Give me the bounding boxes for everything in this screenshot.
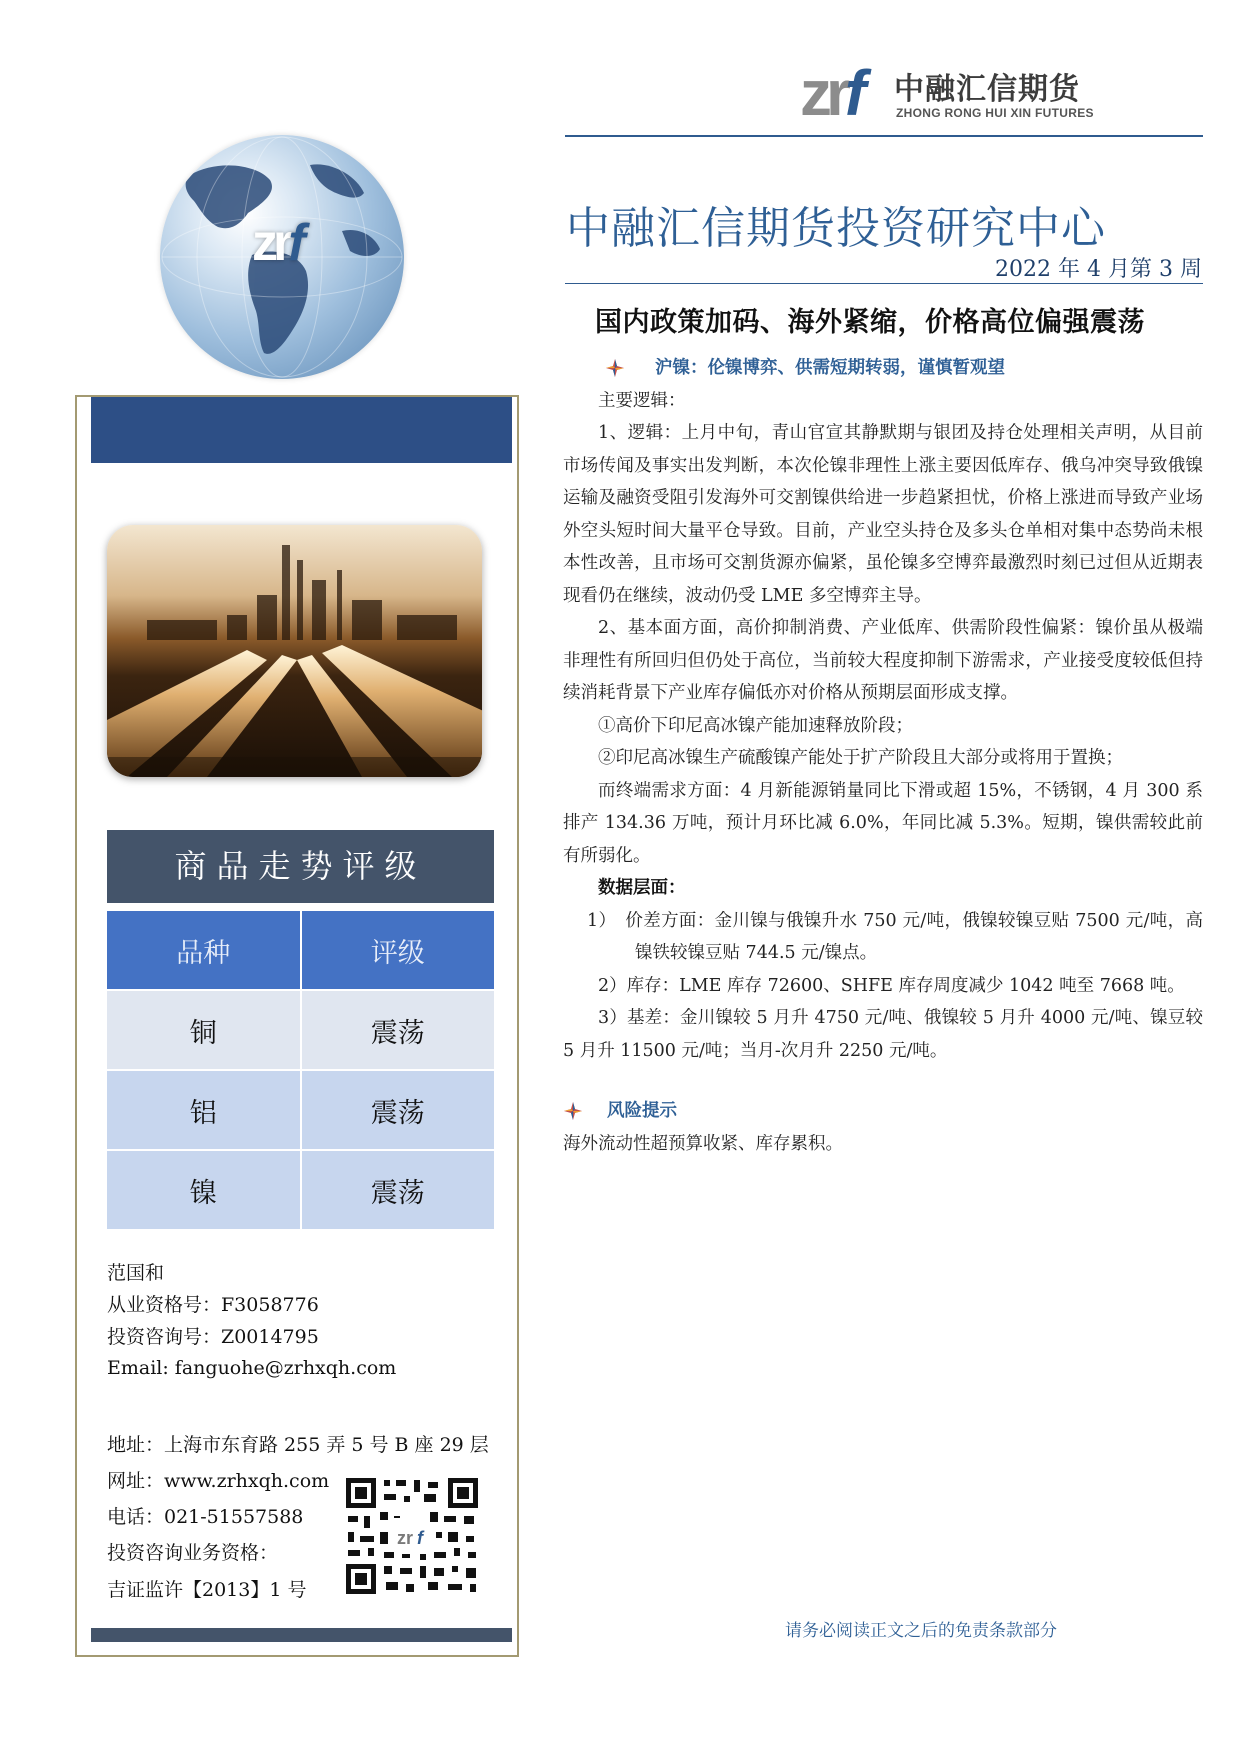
header-divider-mid (565, 283, 1203, 284)
data-item-basis: 3）基差：金川镍较 5 月升 4750 元/吨、俄镍较 5 月升 4000 元/吨、镍豆较 5 月升 11500 元/吨；当月-次月升 2250 元/吨。 (563, 1008, 1203, 1061)
globe-image (160, 135, 404, 379)
data-item-spread: 1） 价差方面：金川镍与俄镍升水 750 元/吨，俄镍较镍豆贴 7500 元/吨，高镍铁较镍豆贴 744.5 元/镍点。 (587, 910, 1203, 963)
company-address: 地址：上海市东育路 255 弄 5 号 B 座 29 层 (107, 1434, 489, 1456)
license-label: 投资咨询业务资格： (107, 1542, 279, 1564)
svg-text:f: f (417, 1528, 423, 1548)
commodity-cell: 铝 (107, 1070, 301, 1150)
table-row (107, 1150, 494, 1229)
company-website[interactable]: 网址：www.zrhxqh.com (107, 1470, 330, 1492)
license-number: 吉证监许【2013】1 号 (107, 1579, 307, 1601)
rating-cell: 震荡 (301, 990, 495, 1070)
commodity-cell: 铜 (107, 990, 301, 1070)
rating-table-title: 商品走势评级 (107, 830, 494, 903)
rating-table-header-row (107, 911, 494, 990)
column-header-commodity: 品种 (107, 911, 301, 990)
bullet-icon (563, 1101, 583, 1121)
company-logo (800, 57, 1094, 129)
report-week: 2022 年 4 月第 3 周 (995, 257, 1202, 282)
header-divider-top (565, 135, 1203, 137)
table-row (107, 1070, 494, 1150)
section-title-nickel (563, 352, 1203, 385)
logo-chinese-name: 中融汇信期货 (894, 72, 1080, 107)
logo-english-name: ZHONG RONG HUI XIN FUTURES (896, 106, 1094, 120)
analyst-consult-number: 投资咨询号：Z0014795 (107, 1326, 319, 1348)
analyst-qualification: 从业资格号：F3058776 (107, 1294, 319, 1316)
spacer (563, 1067, 1203, 1095)
qr-code-icon (344, 1476, 480, 1596)
analyst-name: 范国和 (107, 1262, 165, 1284)
sidebar-bottom-bar (91, 1628, 512, 1642)
globe-logo-mark: zrf (252, 214, 301, 272)
paragraph-point-2: ②印尼高冰镍生产硫酸镍产能处于扩产阶段且大部分或将用于置换； (598, 748, 1123, 768)
disclaimer-note: 请务必阅读正文之后的免责条款部分 (785, 1621, 1057, 1641)
research-center-title: 中融汇信期货投资研究中心 (566, 203, 1106, 254)
pipeline-illustration (107, 525, 482, 777)
logic-label: 主要逻辑： (598, 390, 686, 411)
risk-text: 海外流动性超预算收紧、库存累积。 (563, 1133, 843, 1154)
analyst-email[interactable]: Email: fanguohe@zrhxqh.com (107, 1357, 397, 1379)
svg-text:zr: zr (397, 1528, 414, 1548)
section-title-risk (563, 1095, 1203, 1128)
table-row (107, 990, 494, 1070)
rating-cell: 震荡 (301, 1150, 495, 1229)
report-headline: 国内政策加码、海外紧缩，价格高位偏强震荡 (595, 307, 1145, 338)
paragraph-demand: 而终端需求方面：4 月新能源销量同比下滑或超 15%，不锈钢，4 月 300 系排产 134.36 万吨，预计月环比减 6.0%，年同比减 5.3%。短期，镍供需较此前有所弱化。 (563, 780, 1203, 866)
company-phone: 电话：021-51557588 (107, 1506, 304, 1528)
commodity-cell: 镍 (107, 1150, 301, 1229)
paragraph-point-1: ①高价下印尼高冰镍产能加速释放阶段； (598, 715, 913, 736)
paragraph-logic: 1、逻辑：上月中旬，青山官宣其静默期与银团及持仓处理相关声明，从目前市场传闻及事实出发判断，本次伦镍非理性上涨主要因低库存、俄乌冲突导致俄镍运输及融资受阻引发海外可交割镍供给进一步趋紧担忧，价格上涨进而导致产业场外空头短时间大量平仓导致。目前，产业空头持仓及多头仓单相对集中态势尚未根本性改善，且市场可交割货源亦偏紧，虽伦镍多空博弈最激烈时刻已过但从近期表现看仍在继续，波动仍受 LME 多空博弈主导。 (563, 423, 1203, 606)
rating-cell: 震荡 (301, 1070, 495, 1150)
logo-mark: zrf (800, 57, 861, 129)
pipeline-image (107, 525, 482, 777)
rating-table (107, 911, 494, 1229)
risk-title-text: 风险提示 (607, 1101, 677, 1121)
column-header-rating: 评级 (301, 911, 495, 990)
paragraph-fundamentals: 2、基本面方面，高价抑制消费、产业低库、供需阶段性偏紧：镍价虽从极端非理性有所回归但仍处于高位，当前较大程度抑制下游需求，产业接受度较低但持续消耗背景下产业库存偏低亦对价格从预期层面形成支撑。 (563, 618, 1203, 703)
sidebar-top-bar (91, 397, 512, 463)
section-title-text: 沪镍：伦镍博弈、供需短期转弱，谨慎暂观望 (655, 358, 1005, 378)
data-item-inventory: 2）库存：LME 库存 72600、SHFE 库存周度减少 1042 吨至 7668 吨。 (598, 975, 1185, 996)
data-label: 数据层面： (598, 878, 686, 898)
bullet-icon (605, 358, 625, 378)
report-body (563, 352, 1203, 1160)
